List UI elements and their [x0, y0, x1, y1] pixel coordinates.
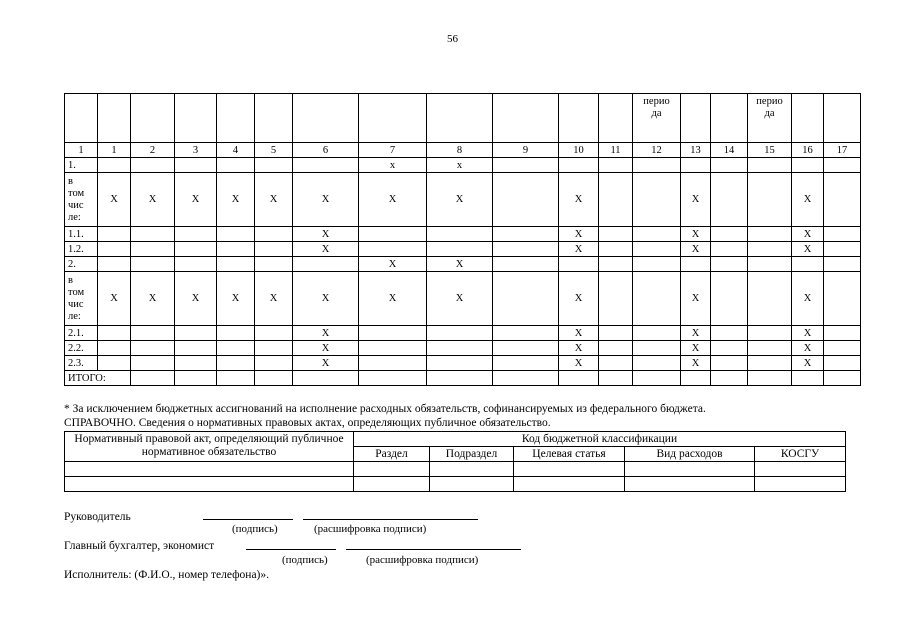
header-cell: [293, 94, 359, 143]
chief-signature-caption: (подпись): [282, 554, 328, 566]
head-decode-line: [303, 519, 478, 520]
code-column-header: КОСГУ: [755, 447, 846, 462]
table-cell: [255, 242, 293, 257]
table-cell: Х: [559, 326, 599, 341]
row-label: 2.3.: [65, 356, 98, 371]
table-cell: [824, 173, 861, 227]
column-number: 3: [175, 143, 217, 158]
table-cell: [98, 227, 131, 242]
table-cell: [255, 158, 293, 173]
table-cell: [493, 326, 559, 341]
row-label: 1.: [65, 158, 98, 173]
table-cell: Х: [293, 272, 359, 326]
table-cell: [792, 257, 824, 272]
table-cell: [427, 371, 493, 386]
ref-cell: [755, 462, 846, 477]
table-cell: [711, 371, 748, 386]
ref-cell: [514, 462, 625, 477]
header-cell: [792, 94, 824, 143]
table-cell: [293, 158, 359, 173]
table-cell: [633, 272, 681, 326]
table-cell: [599, 227, 633, 242]
table-cell: Х: [559, 341, 599, 356]
table-cell: [255, 356, 293, 371]
table-cell: [255, 371, 293, 386]
table-cell: [748, 173, 792, 227]
row-label: в том чис ле:: [65, 173, 98, 227]
table-cell: [824, 371, 861, 386]
table-cell: [493, 173, 559, 227]
table-cell: [748, 158, 792, 173]
table-row: [65, 371, 861, 386]
table-cell: [293, 257, 359, 272]
table-cell: Х: [98, 173, 131, 227]
table-cell: Х: [427, 272, 493, 326]
header-cell: [98, 94, 131, 143]
table-cell: Х: [427, 173, 493, 227]
table-cell: Х: [792, 341, 824, 356]
table-cell: Х: [293, 173, 359, 227]
ref-cell: [430, 477, 514, 492]
table-cell: x: [427, 158, 493, 173]
table-cell: Х: [559, 242, 599, 257]
table-cell: [255, 341, 293, 356]
page-number: 56: [447, 33, 458, 45]
column-number: 12: [633, 143, 681, 158]
chief-decode-line: [346, 549, 521, 550]
head-signature-line: [203, 519, 293, 520]
table-cell: [493, 158, 559, 173]
table-cell: Х: [131, 173, 175, 227]
header-cell: [711, 94, 748, 143]
executor-line: Исполнитель: (Ф.И.О., номер телефона)».: [64, 569, 270, 581]
chief-signature-line: [246, 549, 336, 550]
table-cell: [824, 341, 861, 356]
table-cell: [493, 356, 559, 371]
table-cell: [359, 242, 427, 257]
table-cell: [255, 257, 293, 272]
code-column-header: Подраздел: [430, 447, 514, 462]
table-cell: [131, 257, 175, 272]
table-cell: [359, 356, 427, 371]
table-cell: [98, 257, 131, 272]
code-column-header: Целевая статья: [514, 447, 625, 462]
table-cell: [255, 227, 293, 242]
table-cell: Х: [681, 341, 711, 356]
table-cell: [711, 356, 748, 371]
table-cell: [681, 371, 711, 386]
table-cell: [633, 356, 681, 371]
table-cell: [748, 356, 792, 371]
header-cell: [65, 94, 98, 143]
table-cell: [681, 257, 711, 272]
table-cell: [175, 356, 217, 371]
table-cell: [98, 242, 131, 257]
table-cell: Х: [255, 272, 293, 326]
header-cell: [217, 94, 255, 143]
table-cell: [824, 257, 861, 272]
table-row: [65, 227, 861, 242]
table-cell: Х: [681, 173, 711, 227]
table-cell: Х: [359, 173, 427, 227]
table-cell: [711, 326, 748, 341]
table-cell: Х: [293, 326, 359, 341]
table-cell: [711, 341, 748, 356]
table-row: [65, 272, 861, 326]
ref-cell: [65, 477, 354, 492]
column-number: 6: [293, 143, 359, 158]
table-cell: [748, 326, 792, 341]
row-label: 2.1.: [65, 326, 98, 341]
table-cell: [217, 341, 255, 356]
table-cell: [633, 227, 681, 242]
table-cell: [493, 257, 559, 272]
table-cell: [131, 158, 175, 173]
head-decode-caption: (расшифровка подписи): [314, 523, 427, 535]
table-cell: [633, 173, 681, 227]
column-number: 1: [98, 143, 131, 158]
column-number: 10: [559, 143, 599, 158]
ref-cell: [625, 462, 755, 477]
table-cell: [633, 242, 681, 257]
table-cell: [427, 356, 493, 371]
row-label: 1.1.: [65, 227, 98, 242]
table-cell: [98, 341, 131, 356]
table-cell: [359, 227, 427, 242]
header-cell: перио да: [748, 94, 792, 143]
table-cell: [824, 272, 861, 326]
table-cell: [175, 257, 217, 272]
table-cell: [217, 242, 255, 257]
table-cell: [131, 242, 175, 257]
table-cell: [748, 227, 792, 242]
table-cell: [599, 242, 633, 257]
header-cell: [255, 94, 293, 143]
table-cell: [359, 341, 427, 356]
table-cell: [131, 371, 175, 386]
column-number: 2: [131, 143, 175, 158]
table-cell: [824, 158, 861, 173]
column-number: 13: [681, 143, 711, 158]
table-cell: Х: [559, 173, 599, 227]
ref-cell: [354, 477, 430, 492]
column-number: 4: [217, 143, 255, 158]
table-row: [65, 356, 861, 371]
table-cell: Х: [293, 356, 359, 371]
column-number: 11: [599, 143, 633, 158]
table-cell: [175, 227, 217, 242]
table-cell: Х: [427, 257, 493, 272]
row-label: 2.: [65, 257, 98, 272]
table-cell: [427, 227, 493, 242]
ref-cell: [430, 462, 514, 477]
table-cell: [427, 341, 493, 356]
table-cell: [599, 326, 633, 341]
table-cell: Х: [293, 242, 359, 257]
table-cell: [711, 272, 748, 326]
table-cell: [748, 272, 792, 326]
table-cell: [748, 371, 792, 386]
table-row: [65, 326, 861, 341]
row-label: 2.2.: [65, 341, 98, 356]
table-cell: Х: [792, 173, 824, 227]
table-cell: [175, 326, 217, 341]
row-label: в том чис ле:: [65, 272, 98, 326]
table-cell: [98, 356, 131, 371]
table-cell: [98, 158, 131, 173]
table-cell: x: [359, 158, 427, 173]
table-cell: [559, 257, 599, 272]
table-cell: [633, 257, 681, 272]
table-cell: [792, 158, 824, 173]
column-number: 7: [359, 143, 427, 158]
table-cell: [599, 371, 633, 386]
table-cell: [131, 341, 175, 356]
table-cell: [293, 371, 359, 386]
table-cell: [217, 158, 255, 173]
table-cell: [824, 242, 861, 257]
table-cell: Х: [792, 356, 824, 371]
table-row: [65, 341, 861, 356]
table-cell: Х: [98, 272, 131, 326]
table-cell: [559, 371, 599, 386]
code-header: Код бюджетной классификации: [354, 432, 846, 447]
table-cell: [599, 356, 633, 371]
table-cell: Х: [359, 257, 427, 272]
table-cell: [599, 158, 633, 173]
column-number: 8: [427, 143, 493, 158]
code-column-header: Вид расходов: [625, 447, 755, 462]
column-number: 15: [748, 143, 792, 158]
table-cell: Х: [255, 173, 293, 227]
table-cell: [824, 227, 861, 242]
header-cell: [599, 94, 633, 143]
header-cell: [681, 94, 711, 143]
table-cell: Х: [131, 272, 175, 326]
header-cell: [175, 94, 217, 143]
obligations-table: [64, 93, 861, 386]
reference-caption: СПРАВОЧНО. Сведения о нормативных правовых актах, определяющих публичное обязательство.: [64, 417, 551, 429]
table-cell: [711, 173, 748, 227]
column-number: 17: [824, 143, 861, 158]
table-cell: [633, 371, 681, 386]
table-cell: Х: [681, 227, 711, 242]
table-cell: Х: [792, 326, 824, 341]
column-number: 9: [493, 143, 559, 158]
chief-label: Главный бухгалтер, экономист: [64, 540, 215, 552]
table-cell: [359, 371, 427, 386]
table-cell: Х: [792, 272, 824, 326]
header-cell: [824, 94, 861, 143]
code-column-header: Раздел: [354, 447, 430, 462]
table-cell: [599, 257, 633, 272]
table-cell: [493, 242, 559, 257]
table-cell: [748, 341, 792, 356]
header-cell: [131, 94, 175, 143]
table-cell: [217, 227, 255, 242]
table-cell: [255, 326, 293, 341]
table-cell: [792, 371, 824, 386]
table-row: [65, 257, 861, 272]
ref-cell: [354, 462, 430, 477]
column-number: 5: [255, 143, 293, 158]
table-cell: [493, 371, 559, 386]
table-cell: [748, 257, 792, 272]
ref-cell: [625, 477, 755, 492]
table-cell: Х: [681, 242, 711, 257]
table-cell: [633, 341, 681, 356]
table-cell: [711, 242, 748, 257]
table-cell: [131, 227, 175, 242]
table-cell: Х: [792, 242, 824, 257]
ref-cell: [65, 462, 354, 477]
table-cell: [98, 326, 131, 341]
table-row: [65, 158, 861, 173]
table-cell: [493, 272, 559, 326]
chief-decode-caption: (расшифровка подписи): [366, 554, 479, 566]
table-cell: [175, 158, 217, 173]
table-cell: [599, 341, 633, 356]
table-cell: Х: [559, 227, 599, 242]
table-cell: Х: [681, 356, 711, 371]
table-cell: [217, 356, 255, 371]
row-label: ИТОГО:: [65, 371, 131, 386]
table-cell: [217, 326, 255, 341]
header-cell: [427, 94, 493, 143]
table-cell: [131, 326, 175, 341]
table-cell: [824, 326, 861, 341]
table-cell: [131, 356, 175, 371]
table-cell: [217, 371, 255, 386]
table-cell: Х: [559, 356, 599, 371]
table-cell: [748, 242, 792, 257]
table-cell: Х: [175, 272, 217, 326]
header-cell: перио да: [633, 94, 681, 143]
column-number: 1: [65, 143, 98, 158]
reference-table: [64, 431, 846, 492]
footnote: * За исключением бюджетных ассигнований на исполнение расходных обязательств, софинансируемых из федерального бюджета.: [64, 403, 706, 415]
table-cell: [427, 242, 493, 257]
table-cell: [681, 158, 711, 173]
table-row: [65, 242, 861, 257]
head-label: Руководитель: [64, 511, 131, 523]
head-signature-caption: (подпись): [232, 523, 278, 535]
table-cell: [427, 326, 493, 341]
table-cell: [175, 242, 217, 257]
table-cell: [493, 341, 559, 356]
header-cell: [359, 94, 427, 143]
table-cell: Х: [175, 173, 217, 227]
table-cell: [359, 326, 427, 341]
table-cell: [175, 341, 217, 356]
table-cell: Х: [217, 173, 255, 227]
row-label: 1.2.: [65, 242, 98, 257]
ref-cell: [755, 477, 846, 492]
table-cell: [711, 227, 748, 242]
column-number: 16: [792, 143, 824, 158]
table-row: [65, 173, 861, 227]
table-cell: Х: [681, 326, 711, 341]
table-cell: [599, 272, 633, 326]
header-cell: [559, 94, 599, 143]
act-header: Нормативный правовой акт, определяющий публичное нормативное обязательство: [65, 432, 354, 462]
header-cell: [493, 94, 559, 143]
table-cell: [599, 173, 633, 227]
table-cell: [175, 371, 217, 386]
table-cell: [493, 227, 559, 242]
table-cell: [824, 356, 861, 371]
ref-cell: [514, 477, 625, 492]
table-cell: [711, 257, 748, 272]
table-cell: Х: [559, 272, 599, 326]
table-cell: [633, 326, 681, 341]
table-cell: Х: [293, 341, 359, 356]
table-cell: Х: [681, 272, 711, 326]
table-cell: Х: [217, 272, 255, 326]
table-cell: Х: [792, 227, 824, 242]
table-cell: Х: [359, 272, 427, 326]
table-cell: [711, 158, 748, 173]
table-cell: Х: [293, 227, 359, 242]
column-number: 14: [711, 143, 748, 158]
table-cell: [217, 257, 255, 272]
table-cell: [633, 158, 681, 173]
table-cell: [559, 158, 599, 173]
